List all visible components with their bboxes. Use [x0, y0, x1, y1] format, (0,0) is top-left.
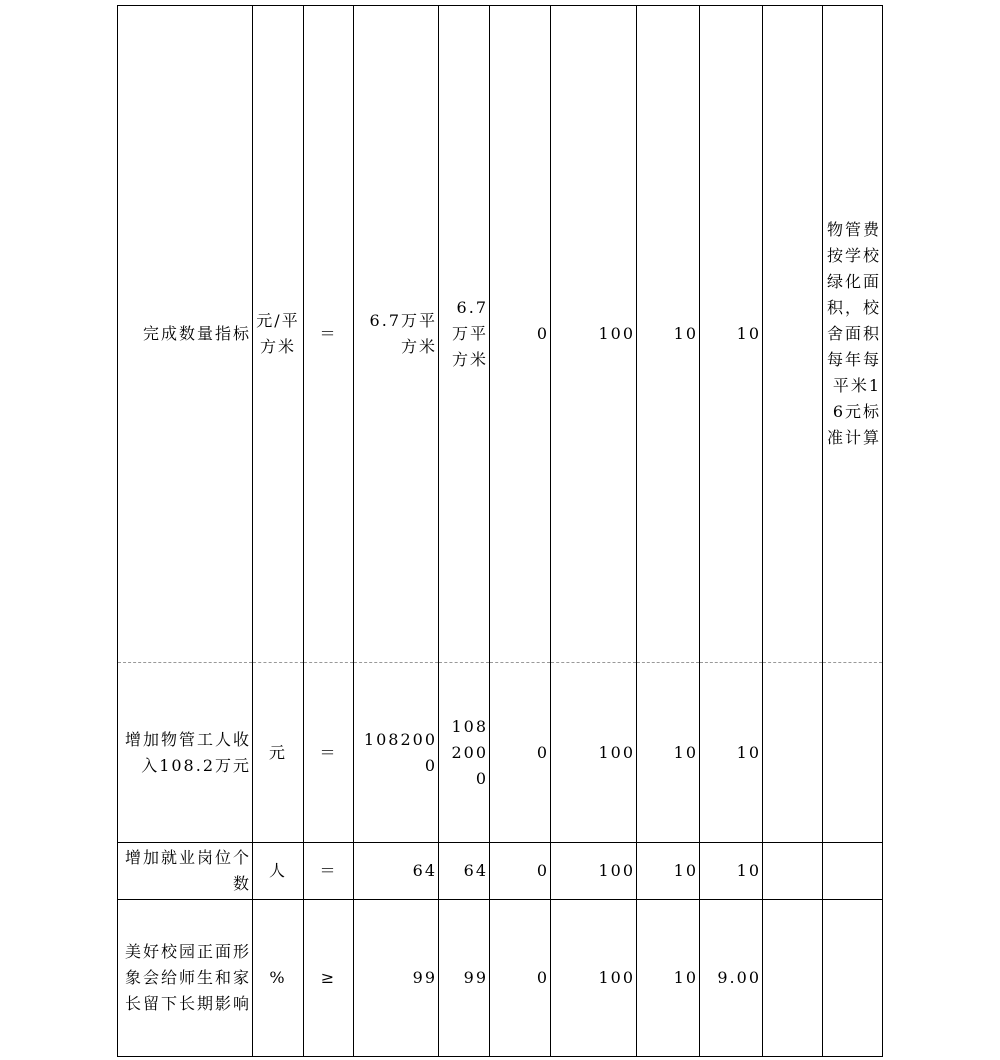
- actual-value-cell: 64: [439, 843, 490, 900]
- note-cell: [823, 663, 883, 843]
- reason-cell: [763, 843, 823, 900]
- score-cell: 9.00: [700, 900, 763, 1057]
- weight-cell: 10: [637, 900, 700, 1057]
- note-cell: [823, 843, 883, 900]
- indicator-cell: 完成数量指标: [118, 6, 253, 663]
- deviation-cell: 0: [490, 843, 551, 900]
- deviation-cell: 0: [490, 6, 551, 663]
- note-cell: [823, 900, 883, 1057]
- weight-cell: 10: [637, 6, 700, 663]
- indicator-cell: 增加就业岗位个数: [118, 843, 253, 900]
- target-value-cell: 64: [354, 843, 439, 900]
- operator-cell: ＝: [304, 663, 354, 843]
- target-value-cell: 1082000: [354, 663, 439, 843]
- completion-rate-cell: 100: [551, 900, 637, 1057]
- table-row: [118, 900, 883, 1057]
- score-cell: 10: [700, 843, 763, 900]
- indicator-cell: 增加物管工人收入108.2万元: [118, 663, 253, 843]
- target-value-cell: 99: [354, 900, 439, 1057]
- unit-cell: 人: [253, 843, 304, 900]
- score-cell: 10: [700, 663, 763, 843]
- table-row: [118, 843, 883, 900]
- reason-cell: [763, 6, 823, 663]
- operator-cell: ＝: [304, 6, 354, 663]
- operator-cell: ≥: [304, 900, 354, 1057]
- table-row: [118, 6, 883, 663]
- performance-indicator-table: [117, 5, 883, 1057]
- completion-rate-cell: 100: [551, 6, 637, 663]
- completion-rate-cell: 100: [551, 663, 637, 843]
- score-cell: 10: [700, 6, 763, 663]
- weight-cell: 10: [637, 843, 700, 900]
- indicator-cell: 美好校园正面形象会给师生和家长留下长期影响: [118, 900, 253, 1057]
- reason-cell: [763, 900, 823, 1057]
- table-row: [118, 663, 883, 843]
- target-value-cell: 6.7万平方米: [354, 6, 439, 663]
- deviation-cell: 0: [490, 663, 551, 843]
- note-cell: 物管费按学校绿化面积，校舍面积每年每平米16元标准计算: [823, 6, 883, 663]
- deviation-cell: 0: [490, 900, 551, 1057]
- operator-cell: ＝: [304, 843, 354, 900]
- actual-value-cell: 99: [439, 900, 490, 1057]
- reason-cell: [763, 663, 823, 843]
- completion-rate-cell: 100: [551, 843, 637, 900]
- actual-value-cell: 1082000: [439, 663, 490, 843]
- unit-cell: 元: [253, 663, 304, 843]
- actual-value-cell: 6.7万平方米: [439, 6, 490, 663]
- weight-cell: 10: [637, 663, 700, 843]
- unit-cell: %: [253, 900, 304, 1057]
- unit-cell: 元/平方米: [253, 6, 304, 663]
